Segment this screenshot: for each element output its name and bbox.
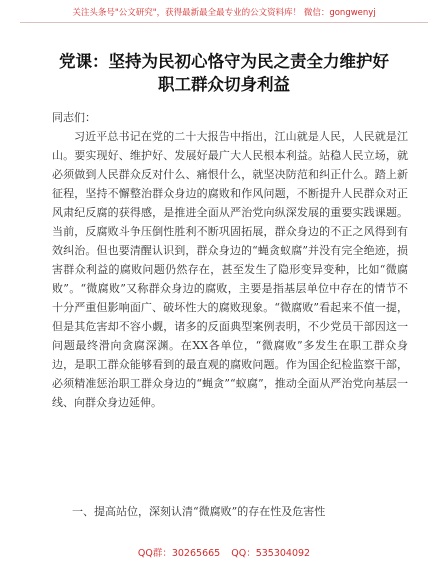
section-heading: 一、提高站位，深刻认清“微腐败”的存在性及危害性 (72, 505, 326, 518)
footer-contact (0, 545, 448, 559)
salutation: 同志们： (52, 111, 96, 124)
title-line-2: 职工群众切身利益 (158, 75, 290, 94)
document-title (0, 50, 448, 96)
title-line-1: 党课：坚持为民初心恪守为民之责全力维护好 (59, 52, 389, 71)
footer-qq-group: QQ群：30265665 (137, 548, 221, 559)
body-paragraph: 习近平总书记在党的二十大报告中指出，江山就是人民，人民就是江山。要实现好、维护好、发展好最广大人民根本利益。站稳人民立场，就必须做到人民群众反对什么、痛恨什么，就坚决防范和纠正什么。踏上新征程，坚持不懈整治群众身边的腐败和作风问题，不断提升人民群众对正风肃纪反腐的获得感，是推进全面从严治党向纵深发展的重要实践课题。当前，反腐败斗争压倒性胜利不断巩固拓展，群众身边的不正之风得到有效纠治。但也要清醒认识到，群众身边的“蝇贪蚁腐”并没有完全绝迹，损害群众利益的腐败问题仍然存在，甚至发生了隐形变异变种，比如“微腐败”。“微腐败”又称群众身边的腐败，主要是指基层单位中存在的情节不十分严重但影响面广、破坏性大的腐败现象。“微腐败”看起来不值一提，但是其危害却不容小觑，诸多的反面典型案例表明，不少党员干部因这一问题最终滑向贪腐深渊。在XX各单位，“微腐败”多发生在职工群众身边，是职工群众能够看到的最直观的腐败问题。作为国企纪检监察干部，必须精准惩治职工群众身边的“蝇贪”“蚁腐”，推动全面从严治党向基层一线、向群众身边延伸。 (52, 130, 408, 409)
header-divider (20, 22, 428, 23)
header-promo-note: 关注头条号"公文研究"，获得最新最全最专业的公文资料库！ 微信：gongwenyj (72, 8, 376, 18)
footer-qq: QQ：535304092 (231, 548, 311, 559)
